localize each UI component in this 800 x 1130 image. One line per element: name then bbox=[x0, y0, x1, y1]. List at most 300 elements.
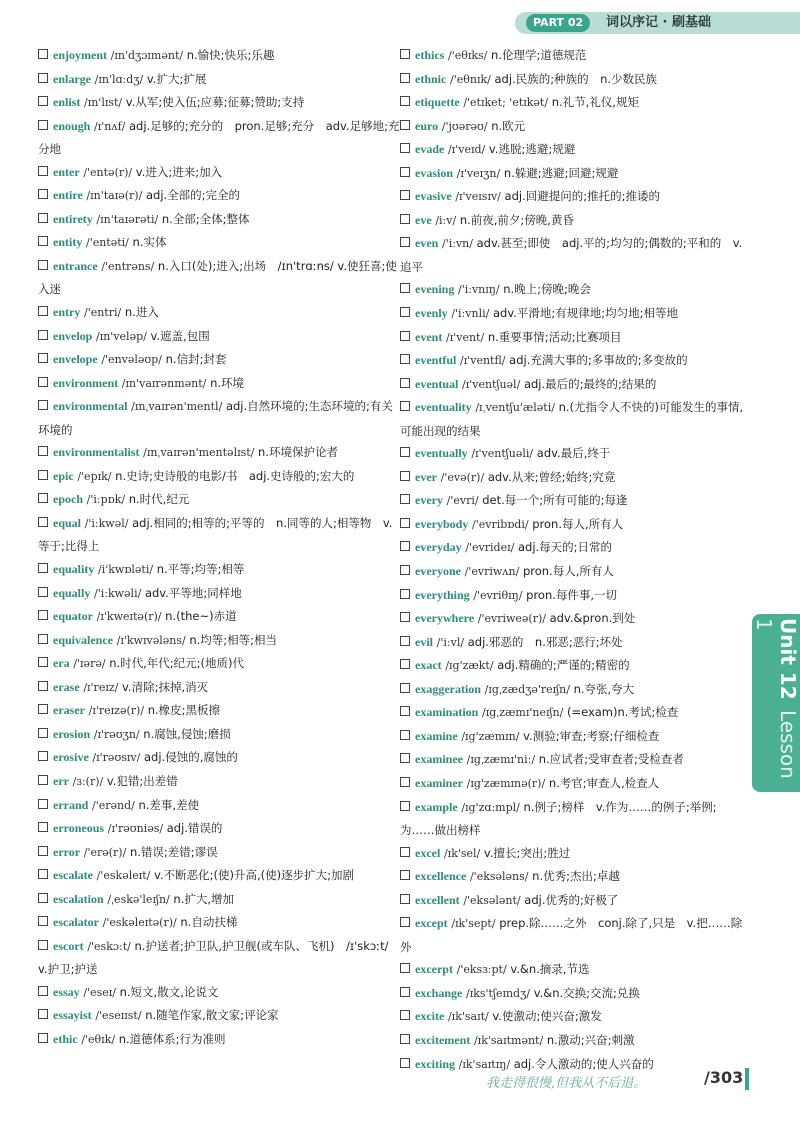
vocab-entry bbox=[38, 301, 400, 325]
vocab-entry bbox=[38, 652, 400, 676]
vocab-entry bbox=[400, 889, 745, 913]
headword: exciting bbox=[415, 1056, 455, 1071]
definition: v.从军;使入伍;应募;征募;赞助;支持 bbox=[125, 95, 305, 110]
definition: n.环境 bbox=[210, 375, 245, 390]
checkbox-icon[interactable] bbox=[38, 563, 48, 573]
checkbox-icon[interactable] bbox=[400, 917, 410, 927]
phonetic: /ɪ'ventʃuəl/ bbox=[462, 377, 521, 391]
headword: excitement bbox=[415, 1032, 471, 1047]
checkbox-icon[interactable] bbox=[400, 541, 410, 551]
definition: n.环境保护论者 bbox=[258, 445, 338, 460]
checkbox-icon[interactable] bbox=[400, 307, 410, 317]
phonetic: /'iːkwəli/ bbox=[94, 586, 142, 600]
definition: v.扩大;扩展 bbox=[146, 71, 207, 86]
vocab-entry bbox=[400, 748, 745, 772]
phonetic: /ɪks'tʃeɪndʒ/ bbox=[465, 986, 531, 1000]
phonetic: /ɪ'ventʃuəli/ bbox=[471, 447, 534, 461]
vocab-entry bbox=[38, 746, 400, 770]
vocab-entry bbox=[400, 466, 745, 490]
headword: equally bbox=[53, 585, 91, 600]
definition: n.欧元 bbox=[491, 118, 526, 133]
vocab-entry bbox=[400, 185, 745, 209]
vocab-entry bbox=[400, 349, 745, 373]
checkbox-icon[interactable] bbox=[400, 73, 410, 83]
checkbox-icon[interactable] bbox=[38, 73, 48, 83]
headword: examination bbox=[415, 705, 479, 720]
phonetic: /ɜː(r)/ bbox=[72, 774, 104, 788]
vocab-entry bbox=[400, 584, 745, 608]
vocab-entry bbox=[400, 796, 745, 842]
phonetic: /'erə(r)/ bbox=[83, 845, 127, 859]
phonetic: /ɪg'zæmɪnə(r)/ bbox=[466, 776, 546, 790]
phonetic: /'eskəleɪtə(r)/ bbox=[102, 916, 177, 930]
definition: n.(尤指令人不快的)可能发生的事情,可能出现的结果 bbox=[400, 400, 744, 438]
headword: excellence bbox=[415, 869, 467, 884]
phonetic: /ɪn'taɪərəti/ bbox=[96, 212, 159, 226]
phonetic: /'entrəns/ bbox=[101, 259, 155, 273]
vocab-entry bbox=[38, 629, 400, 653]
vocab-entry bbox=[38, 348, 400, 372]
checkbox-icon[interactable] bbox=[400, 120, 410, 130]
phonetic: /ˌeskə'leɪʃn/ bbox=[107, 892, 170, 906]
definition: adj.足够的;充分的 pron.足够;充分 adv.足够地;充分地 bbox=[38, 118, 400, 157]
headword: excel bbox=[415, 845, 441, 860]
definition: adv.平滑地;有规律地;均匀地;相等地 bbox=[492, 306, 679, 321]
definition: n.优秀;杰出;卓越 bbox=[532, 869, 620, 884]
checkbox-icon[interactable] bbox=[38, 189, 48, 199]
checkbox-icon[interactable] bbox=[400, 753, 410, 763]
definition: (=exam)n.考试;检查 bbox=[566, 705, 679, 720]
vocab-entry bbox=[38, 676, 400, 700]
headword: exaggeration bbox=[415, 681, 481, 696]
headword: eve bbox=[415, 212, 432, 227]
vocab-entry bbox=[38, 115, 400, 161]
definition: n.实体 bbox=[132, 235, 167, 250]
checkbox-icon[interactable] bbox=[400, 683, 410, 693]
checkbox-icon[interactable] bbox=[400, 589, 410, 599]
phonetic: /'entəti/ bbox=[85, 236, 129, 250]
checkbox-icon[interactable] bbox=[38, 236, 48, 246]
vocab-entry bbox=[400, 725, 745, 749]
checkbox-icon[interactable] bbox=[38, 120, 48, 130]
checkbox-icon[interactable] bbox=[38, 657, 48, 667]
definition: n.激动;兴奋;刺激 bbox=[546, 1032, 635, 1047]
headword: enlarge bbox=[53, 71, 91, 86]
definition: v.不断恶化;(使)升高,(使)逐步扩大;加剧 bbox=[154, 868, 354, 883]
vocab-entry bbox=[400, 302, 745, 326]
vocab-entry bbox=[38, 911, 400, 935]
headword: excite bbox=[415, 1009, 445, 1024]
definition: n.信封;封套 bbox=[165, 352, 227, 367]
vocab-entry bbox=[400, 912, 745, 958]
definition: n.橡皮;黑板擦 bbox=[147, 703, 221, 718]
definition: adj.令人激动的;使人兴奋的 bbox=[513, 1056, 654, 1071]
phonetic: /i'kwɒləti/ bbox=[98, 563, 154, 577]
headword: essayist bbox=[53, 1008, 92, 1023]
definition: n.(the~)赤道 bbox=[165, 609, 237, 624]
checkbox-icon[interactable] bbox=[400, 659, 410, 669]
checkbox-icon[interactable] bbox=[38, 260, 48, 270]
phonetic: /ɪnˌvaɪrən'mentəlɪst/ bbox=[143, 446, 255, 460]
definition: pron.每人,所有人 bbox=[522, 564, 614, 579]
definition: n.腐蚀,侵蚀;磨损 bbox=[143, 726, 231, 741]
headword: error bbox=[53, 844, 81, 859]
vocab-entry bbox=[400, 654, 745, 678]
phonetic: /'entə(r)/ bbox=[83, 165, 133, 179]
phonetic: /ɪg'zækt/ bbox=[445, 659, 494, 673]
headword: enough bbox=[53, 118, 91, 133]
checkbox-icon[interactable] bbox=[400, 143, 410, 153]
phonetic: /'jʊərəʊ/ bbox=[441, 119, 488, 133]
headword: ethics bbox=[415, 48, 445, 62]
checkbox-icon[interactable] bbox=[38, 916, 48, 926]
definition: pron.每件事,一切 bbox=[526, 587, 618, 602]
checkbox-icon[interactable] bbox=[38, 517, 48, 527]
headword: enjoyment bbox=[53, 48, 107, 62]
definition: v.&n.交换;交流;兑换 bbox=[533, 985, 640, 1000]
headword: eventuality bbox=[415, 400, 472, 415]
definition: v.遮盖,包围 bbox=[150, 328, 210, 343]
checkbox-icon[interactable] bbox=[38, 493, 48, 503]
definition: v.清除;抹掉,消灭 bbox=[122, 679, 209, 694]
phonetic: /'evribɒdi/ bbox=[471, 517, 529, 531]
checkbox-icon[interactable] bbox=[38, 1033, 48, 1043]
phonetic: /ɪ'rəʊniəs/ bbox=[107, 822, 164, 836]
headword: equal bbox=[53, 515, 82, 530]
phonetic: /ɪ'rəʊʒn/ bbox=[93, 727, 140, 741]
checkbox-icon[interactable] bbox=[400, 1058, 410, 1068]
checkbox-icon[interactable] bbox=[400, 49, 410, 59]
vocab-entry bbox=[38, 255, 400, 301]
headword: erosion bbox=[53, 726, 91, 741]
checkbox-icon[interactable] bbox=[400, 963, 410, 973]
checkbox-icon[interactable] bbox=[400, 1034, 410, 1044]
checkbox-icon[interactable] bbox=[38, 869, 48, 879]
headword: eraser bbox=[53, 703, 85, 718]
checkbox-icon[interactable] bbox=[38, 377, 48, 387]
phonetic: /ɪk'sel/ bbox=[443, 846, 481, 860]
definition: adj.优秀的;好极了 bbox=[524, 892, 619, 907]
phonetic: /'iːvnli/ bbox=[451, 307, 490, 321]
headword: exact bbox=[415, 658, 442, 673]
headword: equivalence bbox=[53, 632, 113, 647]
vocab-entry bbox=[400, 44, 745, 68]
vocab-entry bbox=[400, 678, 745, 702]
checkbox-icon[interactable] bbox=[400, 565, 410, 575]
vocab-entry bbox=[400, 162, 745, 186]
vocab-entry bbox=[400, 489, 745, 513]
definition: adj.相同的;相等的;平等的 n.同等的人;相等物 v.等于;比得上 bbox=[38, 515, 393, 554]
checkbox-icon[interactable] bbox=[400, 636, 410, 646]
headword: evade bbox=[415, 142, 445, 157]
headword: entirety bbox=[53, 211, 93, 226]
definition: adj.侵蚀的,腐蚀的 bbox=[144, 750, 238, 765]
phonetic: /ɪn'lɑːdʒ/ bbox=[94, 72, 144, 86]
definition: n.平等;均等;相等 bbox=[156, 562, 245, 577]
headword: enlist bbox=[53, 95, 81, 110]
phonetic: /ɪ'nʌf/ bbox=[94, 119, 126, 133]
vocab-entry bbox=[38, 44, 400, 68]
headword: erase bbox=[53, 679, 80, 694]
vocab-entry bbox=[38, 161, 400, 185]
headword: every bbox=[415, 493, 443, 508]
definition: v.测验;审查;考察;仔细检查 bbox=[523, 728, 660, 743]
vocab-entry bbox=[400, 772, 745, 796]
checkbox-icon[interactable] bbox=[400, 494, 410, 504]
phonetic: /'iːvn/ bbox=[441, 237, 473, 251]
definition: adv.平等地;同样地 bbox=[144, 585, 242, 600]
definition: adv.甚至;即使 adj.平的;均匀的;偶数的;平和的 v.追平 bbox=[400, 236, 743, 274]
definition: n.时代,年代;纪元;(地质)代 bbox=[109, 656, 245, 671]
phonetic: /ɪ'veɪsɪv/ bbox=[455, 190, 501, 204]
phonetic: /ɪ'veɪd/ bbox=[447, 143, 486, 157]
vocab-entry bbox=[400, 513, 745, 537]
vocab-entry bbox=[400, 536, 745, 560]
checkbox-icon[interactable] bbox=[38, 587, 48, 597]
headword: eventually bbox=[415, 446, 468, 461]
headword: even bbox=[415, 236, 439, 251]
phonetic: /'eksələnt/ bbox=[463, 893, 521, 907]
vocab-entry bbox=[38, 582, 400, 606]
phonetic: /ɪg'zɑːmpl/ bbox=[461, 800, 520, 814]
checkbox-icon[interactable] bbox=[38, 822, 48, 832]
phonetic: /'eθɪk/ bbox=[81, 1032, 116, 1046]
checkbox-icon[interactable] bbox=[400, 518, 410, 528]
vocab-entry bbox=[400, 326, 745, 350]
definition: n.史诗;史诗般的电影/书 adj.史诗般的;宏大的 bbox=[115, 468, 355, 483]
vocab-entry bbox=[38, 864, 400, 888]
vocab-entry bbox=[38, 68, 400, 92]
headword: ethic bbox=[53, 1031, 78, 1046]
phonetic: /'ɪərə/ bbox=[73, 657, 106, 671]
checkbox-icon[interactable] bbox=[38, 470, 48, 480]
vocab-entry bbox=[38, 395, 400, 441]
vocab-entry bbox=[400, 68, 745, 92]
checkbox-icon[interactable] bbox=[400, 847, 410, 857]
checkbox-icon[interactable] bbox=[38, 49, 48, 59]
header-title: 词以序记 · 刷基础 bbox=[606, 15, 711, 30]
phonetic: /'eskɔːt/ bbox=[87, 939, 131, 953]
checkbox-icon[interactable] bbox=[38, 846, 48, 856]
headword: ever bbox=[415, 469, 437, 484]
phonetic: /'eksɜːpt/ bbox=[456, 963, 507, 977]
part-badge: PART 02 bbox=[526, 14, 590, 32]
checkbox-icon[interactable] bbox=[400, 214, 410, 224]
checkbox-icon[interactable] bbox=[400, 331, 410, 341]
vocab-entry bbox=[400, 701, 745, 725]
checkbox-icon[interactable] bbox=[400, 378, 410, 388]
checkbox-icon[interactable] bbox=[38, 986, 48, 996]
definition: n.礼节,礼仪,规矩 bbox=[551, 95, 639, 110]
definition: adj.错误的 bbox=[166, 821, 223, 836]
checkbox-icon[interactable] bbox=[400, 354, 410, 364]
definition: n.重要事情;活动;比赛项目 bbox=[487, 329, 622, 344]
vocab-entry bbox=[400, 982, 745, 1006]
definition: v.进入;进来;加入 bbox=[135, 164, 223, 179]
definition: v.使激动;使兴奋;激发 bbox=[492, 1009, 602, 1024]
headword: errand bbox=[53, 797, 89, 812]
definition: n.例子;榜样 v.作为……的例子;举例;为……做出榜样 bbox=[400, 799, 717, 838]
vocab-entry bbox=[38, 91, 400, 115]
headword: except bbox=[415, 916, 448, 931]
checkbox-icon[interactable] bbox=[400, 283, 410, 293]
vocab-entry bbox=[38, 794, 400, 818]
phonetic: /ɪk'sept/ bbox=[451, 917, 496, 931]
checkbox-icon[interactable] bbox=[38, 681, 48, 691]
definition: n.进入 bbox=[124, 305, 159, 320]
vocab-entry bbox=[38, 184, 400, 208]
headword: enter bbox=[53, 164, 80, 179]
vocab-entry bbox=[38, 770, 400, 794]
checkbox-icon[interactable] bbox=[400, 870, 410, 880]
definition: adj.回避提问的;推托的;推诿的 bbox=[504, 189, 660, 204]
checkbox-icon[interactable] bbox=[38, 400, 48, 410]
definition: n.晚上;傍晚;晚会 bbox=[503, 282, 591, 297]
checkbox-icon[interactable] bbox=[38, 96, 48, 106]
vocab-entry bbox=[400, 865, 745, 889]
phonetic: /iːv/ bbox=[435, 213, 457, 227]
left-column bbox=[38, 44, 400, 1052]
definition: adj.全部的;完全的 bbox=[145, 188, 241, 203]
phonetic: /'eseɪɪst/ bbox=[95, 1009, 142, 1023]
vocab-entry bbox=[38, 465, 400, 489]
definition: pron.每人,所有人 bbox=[532, 516, 624, 531]
vocab-entry bbox=[38, 699, 400, 723]
phonetic: /'evriweə(r)/ bbox=[477, 612, 546, 626]
phonetic: /'eθɪks/ bbox=[447, 49, 488, 62]
checkbox-icon[interactable] bbox=[38, 1009, 48, 1019]
headword: escort bbox=[53, 938, 84, 953]
checkbox-icon[interactable] bbox=[400, 401, 410, 411]
phonetic: /'epɪk/ bbox=[77, 469, 112, 483]
phonetic: /ɪn'taɪə(r)/ bbox=[86, 189, 143, 203]
checkbox-icon[interactable] bbox=[400, 447, 410, 457]
vocab-entry bbox=[400, 232, 745, 278]
checkbox-icon[interactable] bbox=[400, 706, 410, 716]
vocab-entry bbox=[38, 723, 400, 747]
vocab-entry bbox=[38, 888, 400, 912]
definition: prep.除……之外 conj.除了,只是 v.把……除外 bbox=[400, 916, 743, 954]
headword: entrance bbox=[53, 258, 98, 273]
definition: v.犯错;出差错 bbox=[106, 773, 178, 788]
definition: adj.最后的;最终的;结果的 bbox=[523, 376, 657, 391]
checkbox-icon[interactable] bbox=[38, 940, 48, 950]
definition: n.错误;差错;谬误 bbox=[129, 844, 218, 859]
checkbox-icon[interactable] bbox=[400, 237, 410, 247]
phonetic: /'envələʊp/ bbox=[101, 353, 162, 367]
vocab-entry bbox=[400, 396, 745, 442]
headword: entry bbox=[53, 305, 81, 320]
checkbox-icon[interactable] bbox=[400, 471, 410, 481]
checkbox-icon[interactable] bbox=[38, 353, 48, 363]
headword: era bbox=[53, 656, 70, 671]
phonetic: /'iːvnɪŋ/ bbox=[458, 283, 500, 297]
phonetic: /'evə(r)/ bbox=[440, 470, 485, 484]
headword: escalate bbox=[53, 868, 93, 883]
headword: environmentalist bbox=[53, 445, 140, 460]
headword: err bbox=[53, 773, 69, 788]
phonetic: /'etɪket; 'etɪkət/ bbox=[463, 96, 549, 110]
headword: everybody bbox=[415, 516, 469, 531]
definition: n.时代,纪元 bbox=[128, 492, 190, 507]
vocab-entry bbox=[400, 209, 745, 233]
headword: escalation bbox=[53, 891, 104, 906]
checkbox-icon[interactable] bbox=[38, 799, 48, 809]
footer-accent-bar bbox=[745, 1068, 749, 1090]
checkbox-icon[interactable] bbox=[400, 987, 410, 997]
checkbox-icon[interactable] bbox=[38, 610, 48, 620]
definition: n.伦理学;道德规范 bbox=[491, 48, 587, 62]
unit-number: Unit 12 bbox=[776, 618, 800, 700]
definition: n.躲避;逃避;回避;规避 bbox=[503, 165, 619, 180]
headword: escalator bbox=[53, 915, 99, 930]
checkbox-icon[interactable] bbox=[400, 801, 410, 811]
phonetic: /'evri/ bbox=[446, 494, 479, 508]
checkbox-icon[interactable] bbox=[400, 612, 410, 622]
headword: everyone bbox=[415, 564, 461, 579]
definition: adj.邪恶的 n.邪恶;恶行;坏处 bbox=[467, 634, 623, 649]
checkbox-icon[interactable] bbox=[400, 190, 410, 200]
headword: excellent bbox=[415, 892, 460, 907]
definition: n.入口(处);进入;出场 /ɪn'trɑːns/ v.使狂喜;使入迷 bbox=[38, 258, 397, 297]
vocab-entry bbox=[38, 981, 400, 1005]
definition: v.擅长;突出;胜过 bbox=[483, 845, 571, 860]
phonetic: /ɪn'vaɪrənmənt/ bbox=[121, 376, 207, 390]
checkbox-icon[interactable] bbox=[38, 728, 48, 738]
checkbox-icon[interactable] bbox=[400, 894, 410, 904]
checkbox-icon[interactable] bbox=[38, 634, 48, 644]
checkbox-icon[interactable] bbox=[38, 446, 48, 456]
definition: n.护送者;护卫队,护卫舰(或车队、飞机) /ɪ'skɔːt/ v.护卫;护送 bbox=[38, 938, 389, 977]
checkbox-icon[interactable] bbox=[400, 1010, 410, 1020]
checkbox-icon[interactable] bbox=[38, 213, 48, 223]
phonetic: /ɪn'lɪst/ bbox=[84, 96, 123, 110]
vocab-entry bbox=[400, 138, 745, 162]
phonetic: /ɪk'saɪt/ bbox=[447, 1010, 489, 1024]
phonetic: /ɪ'kweɪtə(r)/ bbox=[96, 610, 162, 624]
headword: entire bbox=[53, 188, 83, 203]
phonetic: /'eseɪ/ bbox=[83, 985, 116, 999]
phonetic: /'eθnɪk/ bbox=[450, 72, 491, 86]
definition: n.全部;全体;整体 bbox=[161, 211, 250, 226]
phonetic: /ɪgˌzædʒə'reɪʃn/ bbox=[484, 682, 570, 696]
definition: det.每一个;所有可能的;每逢 bbox=[482, 493, 628, 508]
checkbox-icon[interactable] bbox=[400, 96, 410, 106]
vocab-entry bbox=[400, 1005, 745, 1029]
headword: essay bbox=[53, 984, 80, 999]
definition: adv.从来;曾经;始终;究竟 bbox=[487, 469, 616, 484]
definition: adj.自然环境的;生态环境的;有关环境的 bbox=[38, 399, 393, 437]
phonetic: /'evriwʌn/ bbox=[464, 565, 520, 579]
headword: environmental bbox=[53, 399, 128, 414]
checkbox-icon[interactable] bbox=[400, 730, 410, 740]
checkbox-icon[interactable] bbox=[38, 775, 48, 785]
checkbox-icon[interactable] bbox=[400, 777, 410, 787]
headword: excerpt bbox=[415, 962, 453, 977]
checkbox-icon[interactable] bbox=[38, 751, 48, 761]
phonetic: /ɪ'kwɪvələns/ bbox=[116, 633, 186, 647]
checkbox-icon[interactable] bbox=[400, 167, 410, 177]
checkbox-icon[interactable] bbox=[38, 330, 48, 340]
definition: adj.精确的;严谨的;精密的 bbox=[497, 658, 630, 673]
phonetic: /ɪˌventʃu'æləti/ bbox=[475, 401, 555, 415]
checkbox-icon[interactable] bbox=[38, 704, 48, 714]
phonetic: /'iːkwəl/ bbox=[84, 516, 129, 530]
checkbox-icon[interactable] bbox=[38, 893, 48, 903]
checkbox-icon[interactable] bbox=[38, 166, 48, 176]
checkbox-icon[interactable] bbox=[38, 306, 48, 316]
phonetic: /ɪ'ventfl/ bbox=[459, 354, 506, 368]
